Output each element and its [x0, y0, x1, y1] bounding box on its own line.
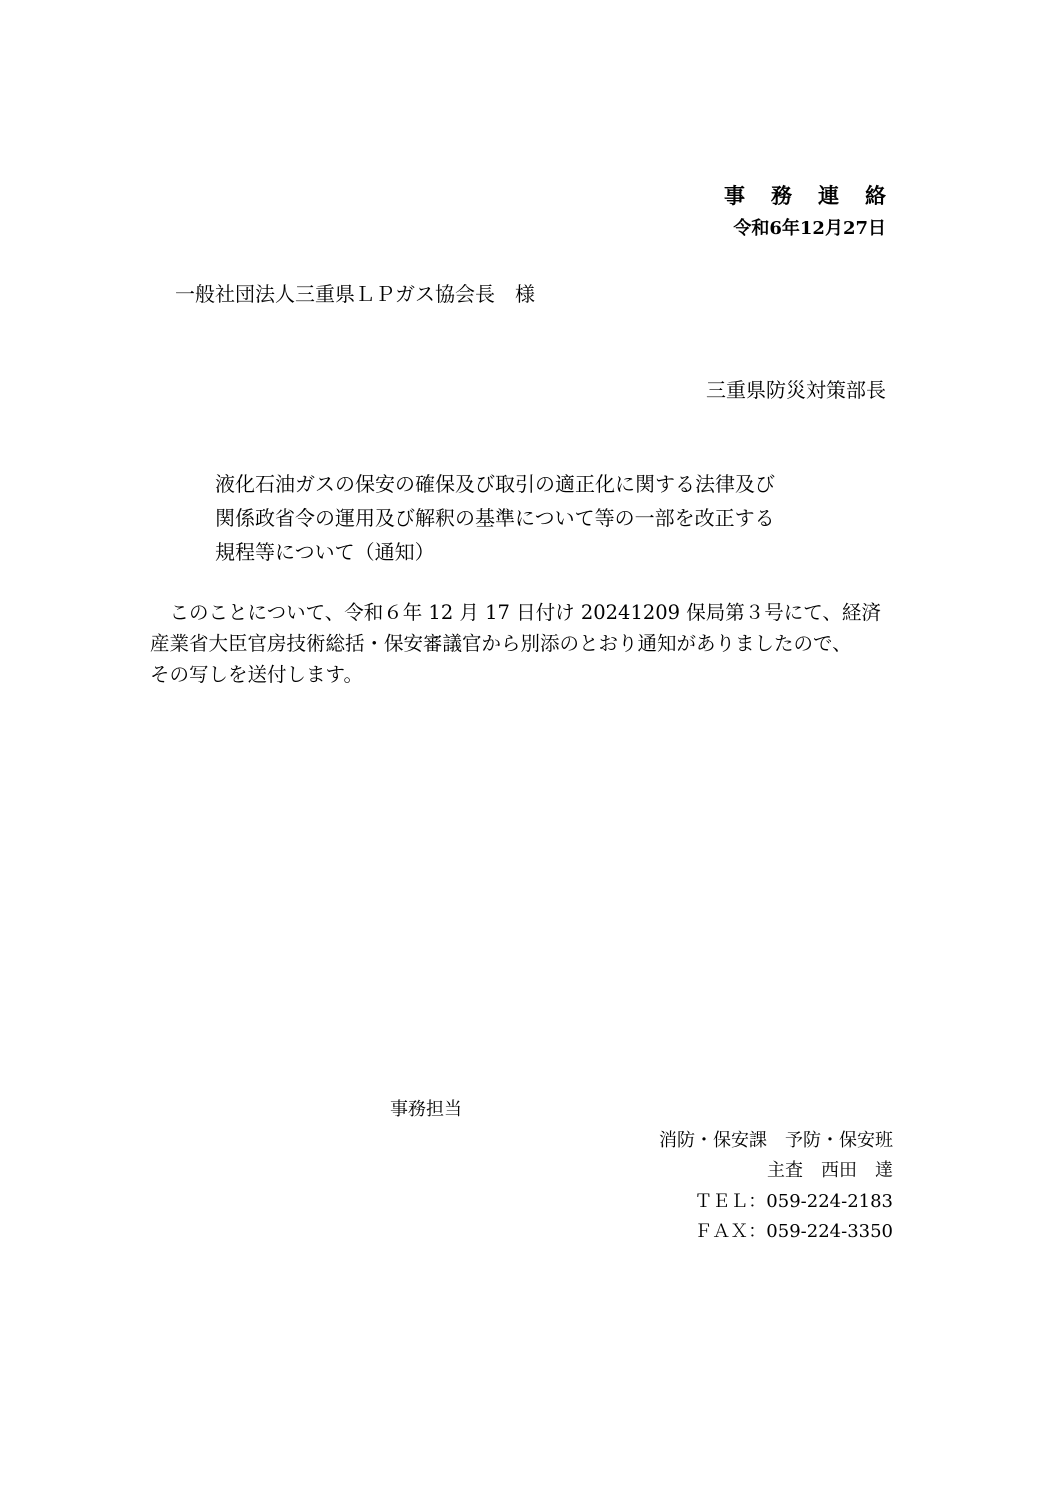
subject-block [215, 467, 775, 569]
sender: 三重県防災対策部長 [706, 378, 886, 402]
document-date: 令和6年12月27日 [733, 218, 886, 239]
body-paragraph [150, 597, 881, 690]
subject-line: 規程等について（通知） [215, 540, 435, 564]
contact-block: 事務担当 消防・保安課 予防・保安班 主査 西田 達 ＴＥＬ：059-224-2183 ＦＡＸ：059-224-3350 [659, 1095, 893, 1248]
body-line: その写しを送付します。 [150, 663, 363, 686]
contact-section: 消防・保安課 予防・保安班 [659, 1129, 893, 1151]
contact-person: 主査 西田 達 [767, 1160, 893, 1181]
contact-tel: ＴＥＬ：059-224-2183 [694, 1190, 893, 1212]
contact-fax: ＦＡＸ：059-224-3350 [694, 1221, 893, 1242]
subject-line: 液化石油ガスの保安の確保及び取引の適正化に関する法律及び [215, 472, 775, 496]
body-line: このことについて、令和６年 12 月 17 日付け 20241209 保局第３号にて、経済 [150, 601, 881, 624]
subject-line: 関係政省令の運用及び解釈の基準について等の一部を改正する [215, 506, 775, 530]
document-type: 事務連絡 [724, 183, 912, 208]
body-line: 産業省大臣官房技術総括・保安審議官から別添のとおり通知がありましたので、 [150, 632, 852, 655]
addressee: 一般社団法人三重県ＬＰガス協会長 様 [175, 282, 535, 306]
